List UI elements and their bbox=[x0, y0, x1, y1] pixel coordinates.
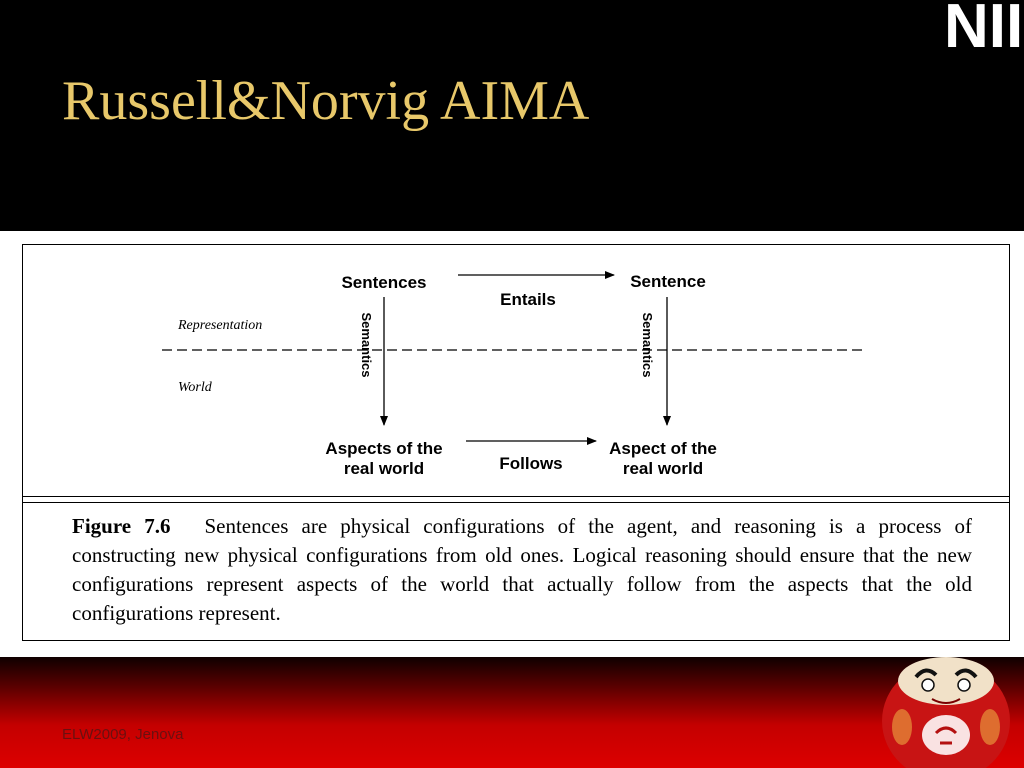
node-aspects-left-line2: real world bbox=[343, 459, 425, 478]
edge-label-entails: Entails bbox=[500, 290, 556, 309]
semantics-diagram bbox=[0, 231, 1024, 501]
figure-caption-text: Sentences are physical configurations of the agent, and reasoning is a process of constructing new physical configurations from old ones. Logical reasoning should ensure that the new configurations represent aspects of the world that actually follow from the aspects that the old configurations represent. bbox=[72, 514, 973, 625]
edge-label-semantics-right: Semantics bbox=[640, 312, 655, 378]
node-aspects-left-line1: Aspects of the bbox=[325, 439, 443, 458]
figure-divider-lower bbox=[22, 502, 1010, 503]
node-sentence: Sentence bbox=[630, 272, 706, 291]
region-label-representation: Representation bbox=[178, 318, 263, 333]
node-aspect-right-line2: real world bbox=[622, 459, 704, 478]
edge-label-semantics-left: Semantics bbox=[359, 312, 374, 378]
node-sentences: Sentences bbox=[341, 273, 427, 292]
figure-caption bbox=[72, 512, 972, 628]
footer-background bbox=[0, 655, 1024, 768]
edge-label-follows: Follows bbox=[499, 454, 563, 473]
node-aspect-right-line1: Aspect of the bbox=[609, 439, 717, 458]
slide-title: Russell&Norvig AIMA bbox=[62, 70, 590, 132]
footer-text: ELW2009, Jenova bbox=[62, 726, 184, 743]
daruma-doll-icon bbox=[872, 655, 1022, 768]
nii-logo: NII bbox=[944, 0, 1024, 61]
figure-caption-label: Figure 7.6 bbox=[72, 514, 171, 538]
region-label-world: World bbox=[178, 380, 212, 395]
